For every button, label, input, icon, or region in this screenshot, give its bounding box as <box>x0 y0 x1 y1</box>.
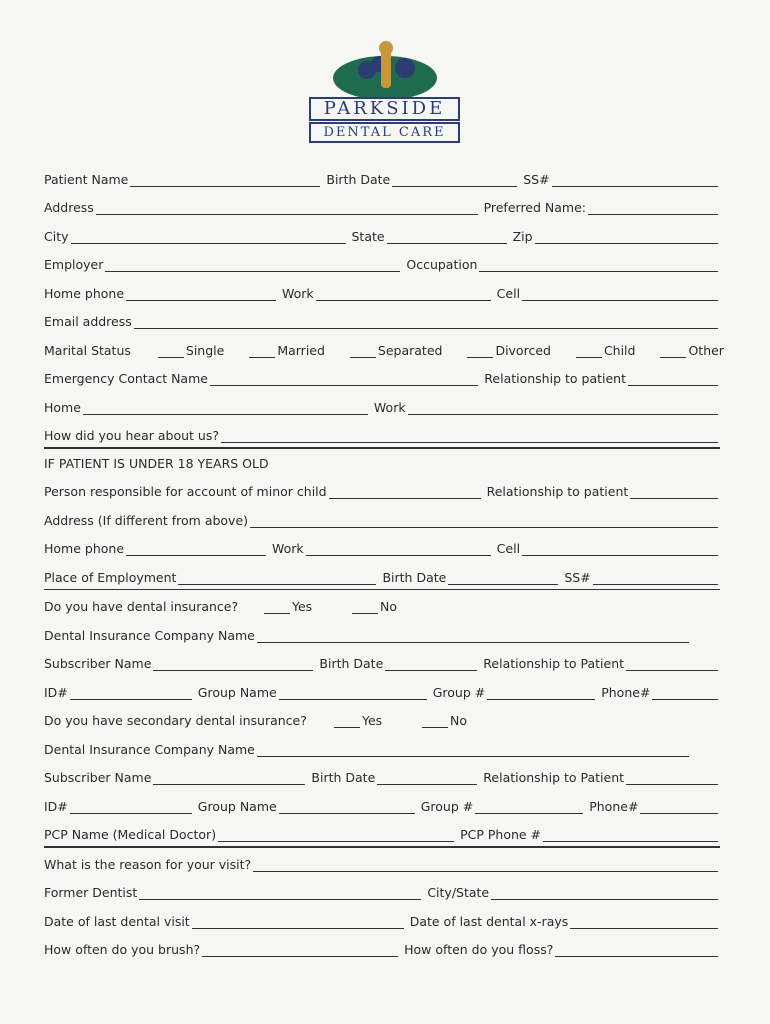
state-field[interactable] <box>387 229 507 244</box>
option-child: Child <box>603 342 636 358</box>
city-state-field[interactable] <box>491 885 718 900</box>
label-phone-no: Phone# <box>601 684 651 700</box>
label-home: Home <box>44 399 81 415</box>
secondary-phone-no-field[interactable] <box>640 799 718 814</box>
secondary-no[interactable] <box>422 713 467 728</box>
secondary-birth-date-field[interactable] <box>377 770 477 785</box>
minor-ssn-field[interactable] <box>593 570 718 585</box>
label-emergency-work: Work <box>373 399 406 415</box>
occupation-field[interactable] <box>479 257 718 272</box>
label-secondary-relationship: Relationship to Patient <box>483 770 625 785</box>
child-blank[interactable] <box>576 343 602 358</box>
group-no-field[interactable] <box>487 685 595 700</box>
row-secondary-insurance <box>44 700 724 729</box>
group-name-field[interactable] <box>279 685 427 700</box>
separated-blank[interactable] <box>350 343 376 358</box>
label-insurance-company: Dental Insurance Company Name <box>44 627 255 643</box>
minor-cell-field[interactable] <box>522 541 718 556</box>
label-secondary-subscriber: Subscriber Name <box>44 770 152 785</box>
label-preferred-name: Preferred Name: <box>483 200 586 215</box>
cell-field[interactable] <box>522 286 718 301</box>
label-relationship: Relationship to patient <box>484 371 626 386</box>
label-group-no: Group # <box>432 684 486 700</box>
option-secondary-no: No <box>450 713 467 728</box>
secondary-group-no-field[interactable] <box>475 799 583 814</box>
ssn-field[interactable] <box>552 172 718 187</box>
marital-other[interactable] <box>660 343 724 358</box>
subscriber-relationship-field[interactable] <box>626 656 718 671</box>
label-subscriber-name: Subscriber Name <box>44 656 152 671</box>
row-employment <box>44 556 724 585</box>
patient-name-field[interactable] <box>130 172 320 187</box>
marital-child[interactable] <box>576 343 636 358</box>
row-marital <box>44 329 724 358</box>
label-floss: How often do you floss? <box>404 942 554 957</box>
brand-subtitle: DENTAL CARE <box>309 122 460 143</box>
label-city-state: City/State <box>427 885 490 900</box>
option-secondary-yes: Yes <box>362 713 383 728</box>
label-minor-home-phone: Home phone <box>44 541 125 556</box>
pcp-name-field[interactable] <box>218 827 454 842</box>
hear-about-field[interactable] <box>221 428 718 443</box>
label-state: State <box>351 228 385 244</box>
emergency-work-field[interactable] <box>408 400 718 415</box>
single-blank[interactable] <box>158 343 184 358</box>
secondary-relationship-field[interactable] <box>626 770 718 785</box>
option-separated: Separated <box>377 342 443 358</box>
emergency-home-field[interactable] <box>83 400 368 415</box>
other-blank[interactable] <box>660 343 686 358</box>
row-emergency-phones <box>44 386 724 415</box>
row-insurance-company <box>44 614 724 643</box>
label-minor-cell: Cell <box>496 541 521 556</box>
label-minor-birth-date: Birth Date <box>382 569 447 585</box>
preferred-name-field[interactable] <box>588 200 718 215</box>
label-address-different: Address (If different from above) <box>44 512 249 528</box>
patient-form <box>44 158 724 957</box>
row-minor-address <box>44 499 724 528</box>
zip-field[interactable] <box>535 229 718 244</box>
id-field[interactable] <box>70 685 192 700</box>
row-secondary-ids <box>44 785 724 814</box>
row-minor-phones <box>44 528 724 557</box>
row-pcp <box>44 814 724 843</box>
option-married: Married <box>277 342 325 358</box>
label-dental-insurance: Do you have dental insurance? <box>44 599 239 614</box>
subscriber-birth-date-field[interactable] <box>385 656 477 671</box>
home-phone-field[interactable] <box>126 286 276 301</box>
label-pcp-name: PCP Name (Medical Doctor) <box>44 827 217 842</box>
label-secondary-phone-no: Phone# <box>589 798 639 814</box>
insurance-no[interactable] <box>352 599 397 614</box>
row-hear-about <box>44 415 724 444</box>
row-hygiene <box>44 929 724 958</box>
row-former-dentist <box>44 872 724 901</box>
insurance-yes[interactable] <box>264 599 352 614</box>
label-marital-status: Marital Status <box>44 342 131 358</box>
row-subscriber <box>44 643 724 672</box>
pcp-phone-field[interactable] <box>543 827 718 842</box>
label-emergency-contact: Emergency Contact Name <box>44 371 208 386</box>
minor-relationship-field[interactable] <box>630 484 718 499</box>
last-visit-field[interactable] <box>192 914 404 929</box>
label-visit-reason: What is the reason for your visit? <box>44 856 252 872</box>
label-secondary-group-no: Group # <box>420 798 474 814</box>
label-city: City <box>44 228 69 244</box>
city-field[interactable] <box>71 229 346 244</box>
brand-name: PARKSIDE <box>309 97 460 121</box>
label-address: Address <box>44 200 94 215</box>
brush-field[interactable] <box>202 942 398 957</box>
insurance-yes-blank[interactable] <box>264 599 290 614</box>
label-pcp-phone: PCP Phone # <box>460 827 542 842</box>
minor-heading: IF PATIENT IS UNDER 18 YEARS OLD <box>44 455 269 471</box>
label-secondary-group-name: Group Name <box>197 798 277 814</box>
option-no: No <box>380 599 397 614</box>
emergency-contact-field[interactable] <box>210 371 478 386</box>
label-minor-work: Work <box>272 541 304 556</box>
subscriber-name-field[interactable] <box>153 656 313 671</box>
label-minor-ssn: SS# <box>564 569 591 585</box>
marital-married[interactable] <box>249 343 325 358</box>
insurance-company-field[interactable] <box>257 628 689 643</box>
row-ids <box>44 671 724 700</box>
birth-date-field[interactable] <box>392 172 517 187</box>
marital-single[interactable] <box>158 343 224 358</box>
divorced-blank[interactable] <box>467 343 493 358</box>
secondary-company-field[interactable] <box>257 742 689 757</box>
minor-address-field[interactable] <box>250 513 718 528</box>
secondary-subscriber-field[interactable] <box>153 770 305 785</box>
last-xrays-field[interactable] <box>570 914 718 929</box>
married-blank[interactable] <box>249 343 275 358</box>
floss-field[interactable] <box>555 942 718 957</box>
marital-divorced[interactable] <box>467 343 551 358</box>
marital-separated[interactable] <box>350 343 443 358</box>
label-last-visit: Date of last dental visit <box>44 913 190 929</box>
label-employer: Employer <box>44 257 104 272</box>
row-last-visit <box>44 900 724 929</box>
employer-field[interactable] <box>105 257 400 272</box>
email-field[interactable] <box>134 314 718 329</box>
option-single: Single <box>185 342 225 358</box>
label-relationship-patient: Relationship to Patient <box>483 656 625 671</box>
row-city <box>44 215 724 244</box>
option-divorced: Divorced <box>495 342 551 358</box>
place-of-employment-field[interactable] <box>178 570 376 585</box>
label-last-xrays: Date of last dental x-rays <box>409 913 569 929</box>
label-secondary-birth-date: Birth Date <box>311 770 376 785</box>
label-id: ID# <box>44 684 68 700</box>
work-phone-field[interactable] <box>316 286 491 301</box>
label-secondary-company: Dental Insurance Company Name <box>44 741 255 757</box>
former-dentist-field[interactable] <box>139 885 421 900</box>
secondary-id-field[interactable] <box>70 799 192 814</box>
relationship-field[interactable] <box>628 371 718 386</box>
option-other: Other <box>688 342 724 358</box>
label-minor-relationship: Relationship to patient <box>486 484 629 499</box>
row-dental-insurance <box>44 590 724 614</box>
label-hear-about: How did you hear about us? <box>44 428 219 443</box>
row-emergency <box>44 358 724 387</box>
phone-no-field[interactable] <box>652 685 718 700</box>
label-work: Work <box>282 285 314 301</box>
label-patient-name: Patient Name <box>44 171 129 187</box>
address-field[interactable] <box>96 200 478 215</box>
label-cell: Cell <box>496 285 521 301</box>
row-patient-name <box>44 158 724 187</box>
row-secondary-company <box>44 728 724 757</box>
label-ssn: SS# <box>523 171 550 187</box>
label-former-dentist: Former Dentist <box>44 885 138 900</box>
label-occupation: Occupation <box>406 257 478 272</box>
row-minor-heading <box>44 449 724 471</box>
row-responsible <box>44 471 724 500</box>
label-email: Email address <box>44 314 132 329</box>
option-yes: Yes <box>292 599 313 614</box>
responsible-person-field[interactable] <box>329 484 481 499</box>
label-group-name: Group Name <box>197 684 277 700</box>
visit-reason-field[interactable] <box>253 857 718 872</box>
label-place-of-employment: Place of Employment <box>44 569 177 585</box>
row-visit-reason <box>44 848 724 872</box>
label-secondary-insurance: Do you have secondary dental insurance? <box>44 713 307 728</box>
row-address <box>44 187 724 216</box>
secondary-group-name-field[interactable] <box>279 799 415 814</box>
row-secondary-subscriber <box>44 757 724 786</box>
label-secondary-id: ID# <box>44 798 68 814</box>
label-home-phone: Home phone <box>44 285 125 301</box>
label-brush: How often do you brush? <box>44 942 201 957</box>
insurance-no-blank[interactable] <box>352 599 378 614</box>
minor-home-phone-field[interactable] <box>126 541 266 556</box>
row-email <box>44 301 724 330</box>
minor-birth-date-field[interactable] <box>448 570 558 585</box>
row-employer <box>44 244 724 273</box>
label-birth-date: Birth Date <box>326 171 391 187</box>
secondary-no-blank[interactable] <box>422 713 448 728</box>
label-zip: Zip <box>512 228 533 244</box>
minor-work-field[interactable] <box>306 541 491 556</box>
row-phones <box>44 272 724 301</box>
secondary-yes[interactable] <box>334 713 422 728</box>
label-responsible-person: Person responsible for account of minor child <box>44 484 327 499</box>
secondary-yes-blank[interactable] <box>334 713 360 728</box>
label-subscriber-birth-date: Birth Date <box>319 656 384 671</box>
